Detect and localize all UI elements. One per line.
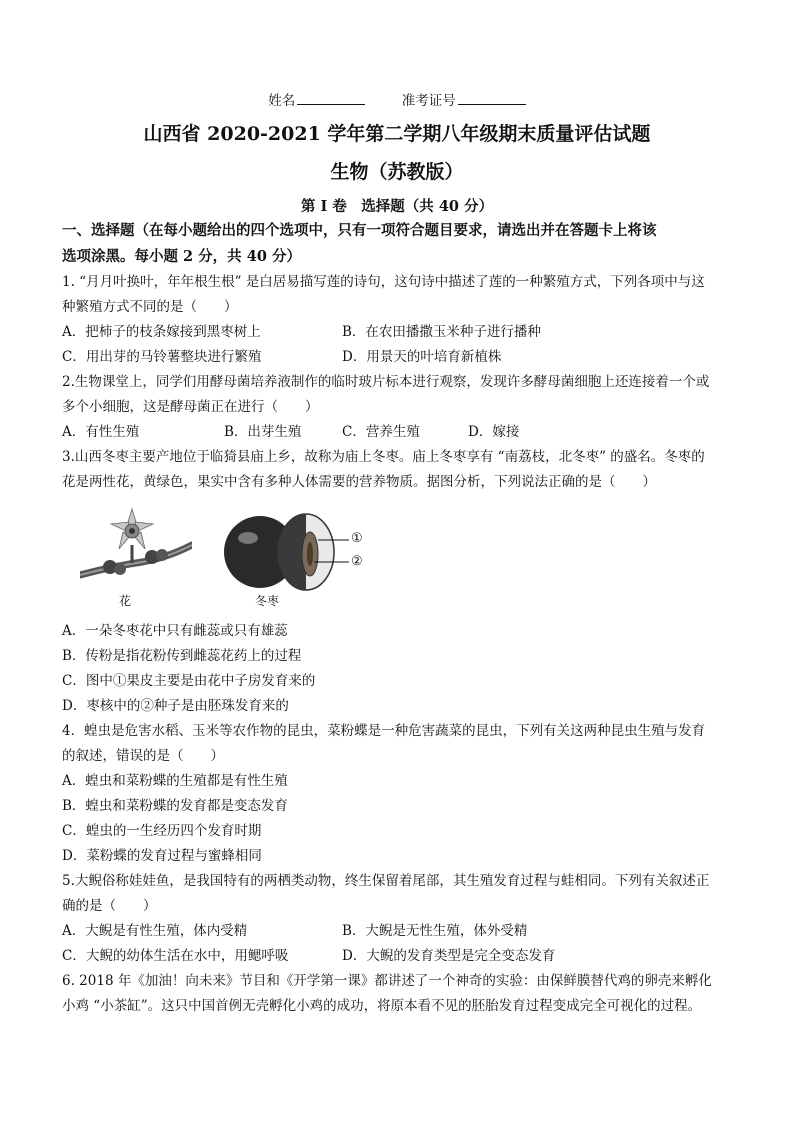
exam-subtitle: 生物（苏教版） — [330, 161, 464, 183]
q6-stem-line2: 小鸡 “小茶缸”。这只中国首例无壳孵化小鸡的成功，将原本看不见的胚胎发育过程变成完全可视化的过程。 — [62, 998, 702, 1014]
q5-stem-line2: 确的是（ ） — [62, 898, 157, 914]
q2-option-b[interactable]: B．出芽生殖 — [224, 424, 302, 440]
name-label: 姓名 — [268, 93, 296, 109]
name-blank[interactable] — [297, 90, 365, 105]
q4-stem-line1: 4．蝗虫是危害水稻、玉米等农作物的昆虫，菜粉蝶是一种危害蔬菜的昆虫，下列有关这两种昆虫生殖与发育 — [62, 723, 706, 739]
q3-stem-line1: 3.山西冬枣主要产地位于临猗县庙上乡，故称为庙上冬枣。庙上冬枣享有 “南荔枝，北冬枣” 的盛名。冬枣的 — [62, 449, 705, 465]
q2-option-d[interactable]: D．嫁接 — [468, 424, 520, 440]
label-marker-1: ① — [351, 531, 363, 546]
flower-caption: 花 — [119, 594, 132, 608]
q5-option-a[interactable]: A．大鲵是有性生殖，体内受精 — [62, 923, 248, 939]
q3-option-d[interactable]: D．枣核中的②种子是由胚珠发育来的 — [62, 698, 289, 714]
q3-option-b[interactable]: B．传粉是指花粉传到雌蕊花药上的过程 — [62, 648, 302, 664]
q1-option-b[interactable]: B．在农田播撒玉米种子进行播种 — [342, 324, 541, 340]
q3-stem-line2: 花是两性花，黄绿色，果实中含有多种人体需要的营养物质。据图分析，下列说法正确的是（ ） — [62, 474, 656, 490]
q4-stem-line2: 的叙述，错误的是（ ） — [62, 748, 224, 764]
q2-stem-line1: 2.生物课堂上，同学们用酵母菌培养液制作的临时玻片标本进行观察，发现许多酵母菌细胞上还连接着一个或 — [62, 374, 710, 390]
q4-option-d[interactable]: D．菜粉蝶的发育过程与蜜蜂相同 — [62, 848, 262, 864]
q3-option-a[interactable]: A．一朵冬枣花中只有雌蕊或只有雄蕊 — [62, 623, 288, 639]
part-heading: 第 I 卷 选择题（共 40 分） — [300, 198, 494, 215]
section-instructions-line1: 一、选择题（在每小题给出的四个选项中，只有一项符合题目要求，请选出并在答题卡上将该 — [62, 222, 657, 239]
jujube-caption: 冬枣 — [255, 594, 280, 608]
section-instructions-line2: 选项涂黑。每小题 2 分，共 40 分） — [62, 248, 301, 265]
q4-option-a[interactable]: A．蝗虫和菜粉蝶的生殖都是有性生殖 — [62, 773, 288, 789]
q1-option-a[interactable]: A．把柿子的枝条嫁接到黑枣树上 — [62, 324, 261, 340]
q2-stem-line2: 多个小细胞，这是酵母菌正在进行（ ） — [62, 399, 319, 415]
label-marker-2: ② — [351, 554, 363, 569]
q4-option-b[interactable]: B．蝗虫和菜粉蝶的发育都是变态发育 — [62, 798, 288, 814]
winter-jujube-image — [222, 510, 382, 594]
q5-stem-line1: 5.大鲵俗称娃娃鱼，是我国特有的两栖类动物，终生保留着尾部，其生殖发育过程与蛙相同。下列有关叙述正 — [62, 873, 710, 889]
exam-title: 山西省 2020-2021 学年第二学期八年级期末质量评估试题 — [143, 123, 651, 145]
q2-option-a[interactable]: A．有性生殖 — [62, 424, 140, 440]
q1-stem-line1: 1. “月月叶换叶，年年根生根” 是白居易描写莲的诗句，这句诗中描述了莲的一种繁殖方式，下列各项中与这 — [62, 274, 705, 290]
q5-option-b[interactable]: B．大鲵是无性生殖，体外受精 — [342, 923, 528, 939]
q2-option-c[interactable]: C．营养生殖 — [342, 424, 420, 440]
q1-option-c[interactable]: C．用出芽的马铃薯整块进行繁殖 — [62, 349, 262, 365]
q4-option-c[interactable]: C．蝗虫的一生经历四个发育时期 — [62, 823, 262, 839]
q1-stem-line2: 种繁殖方式不同的是（ ） — [62, 299, 238, 315]
q5-option-c[interactable]: C．大鲵的幼体生活在水中，用鳃呼吸 — [62, 948, 289, 964]
jujube-flower-image — [80, 505, 192, 597]
id-label: 准考证号 — [401, 93, 456, 109]
id-blank[interactable] — [458, 90, 526, 105]
q1-option-d[interactable]: D．用景天的叶培育新植株 — [342, 349, 502, 365]
candidate-info — [0, 89, 794, 114]
q6-stem-line1: 6. 2018 年《加油！向未来》节目和《开学第一课》都讲述了一个神奇的实验：由保鲜膜替代鸡的卵壳来孵化 — [62, 973, 712, 989]
q5-option-d[interactable]: D．大鲵的发育类型是完全变态发育 — [342, 948, 556, 964]
q3-option-c[interactable]: C．图中①果皮主要是由花中子房发育来的 — [62, 673, 316, 689]
